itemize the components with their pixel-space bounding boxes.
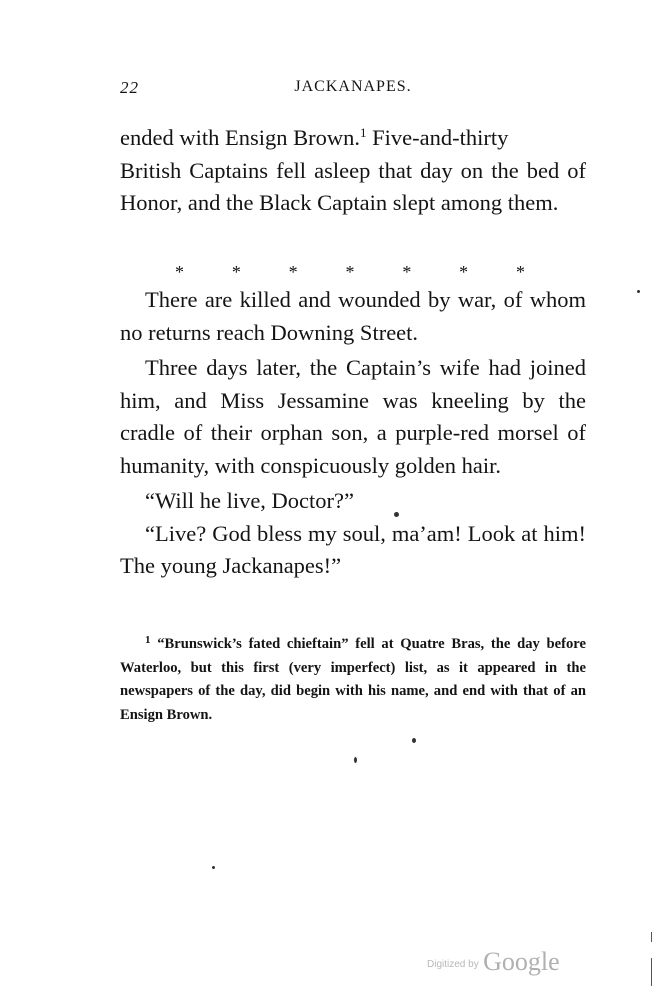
separator-star: * bbox=[402, 262, 412, 282]
separator-star: * bbox=[175, 262, 184, 282]
paragraph-live: “Live? God bless my soul, ma’am! Look at him! The young Jackanapes!” bbox=[120, 520, 586, 578]
running-title: JACKANAPES. bbox=[294, 78, 412, 95]
para1-line1-tail: Five-and-thirty bbox=[366, 125, 509, 150]
digitized-label: Digitized by bbox=[427, 959, 479, 970]
separator-star: * bbox=[515, 262, 525, 282]
footnote-marker: 1 bbox=[145, 634, 151, 646]
footnote-text: “Brunswick’s fated chieftain” fell at Quatre Bras, the day before Waterloo, but this first (very imperfect) list, as it appeared in the newspapers of the day, did begin with his name, and end with that of an Ensign Brown. bbox=[120, 636, 586, 723]
paragraph-will-he-live: “Will he live, Doctor?” bbox=[145, 488, 355, 513]
separator-star: * bbox=[231, 262, 241, 282]
para1-rest: British Captains fell asleep that day on the bed of Honor, and the Black Captain slept among them. bbox=[120, 157, 586, 215]
separator-star: * bbox=[459, 262, 469, 282]
ink-speck bbox=[354, 757, 357, 763]
digitized-watermark bbox=[427, 947, 560, 977]
ink-speck bbox=[637, 290, 640, 293]
paragraph-three-days: Three days later, the Captain’s wife had joined him, and Miss Jessamine was kneeling by the cradle of their orphan son, a purple-red morsel of humanity, with conspicuously golden hair. bbox=[120, 355, 586, 478]
separator-star: * bbox=[345, 262, 355, 282]
section-separator bbox=[175, 262, 525, 283]
page-number: 22 bbox=[120, 78, 139, 97]
ink-speck bbox=[212, 866, 215, 869]
google-wordmark: Google bbox=[483, 947, 560, 976]
body-text bbox=[120, 284, 586, 583]
para1-line1: ended with Ensign Brown. bbox=[120, 125, 360, 150]
separator-star: * bbox=[288, 262, 298, 282]
scan-edge-mark bbox=[651, 932, 652, 942]
footnote-reference: 1 bbox=[359, 125, 367, 140]
scan-edge-mark bbox=[651, 958, 652, 986]
ink-speck bbox=[412, 738, 416, 743]
footnote bbox=[120, 633, 586, 727]
paragraph-war: There are killed and wounded by war, of whom no returns reach Downing Street. bbox=[120, 287, 586, 345]
page-header bbox=[120, 78, 586, 102]
ink-speck bbox=[394, 512, 399, 517]
paragraph-continued bbox=[120, 122, 586, 220]
